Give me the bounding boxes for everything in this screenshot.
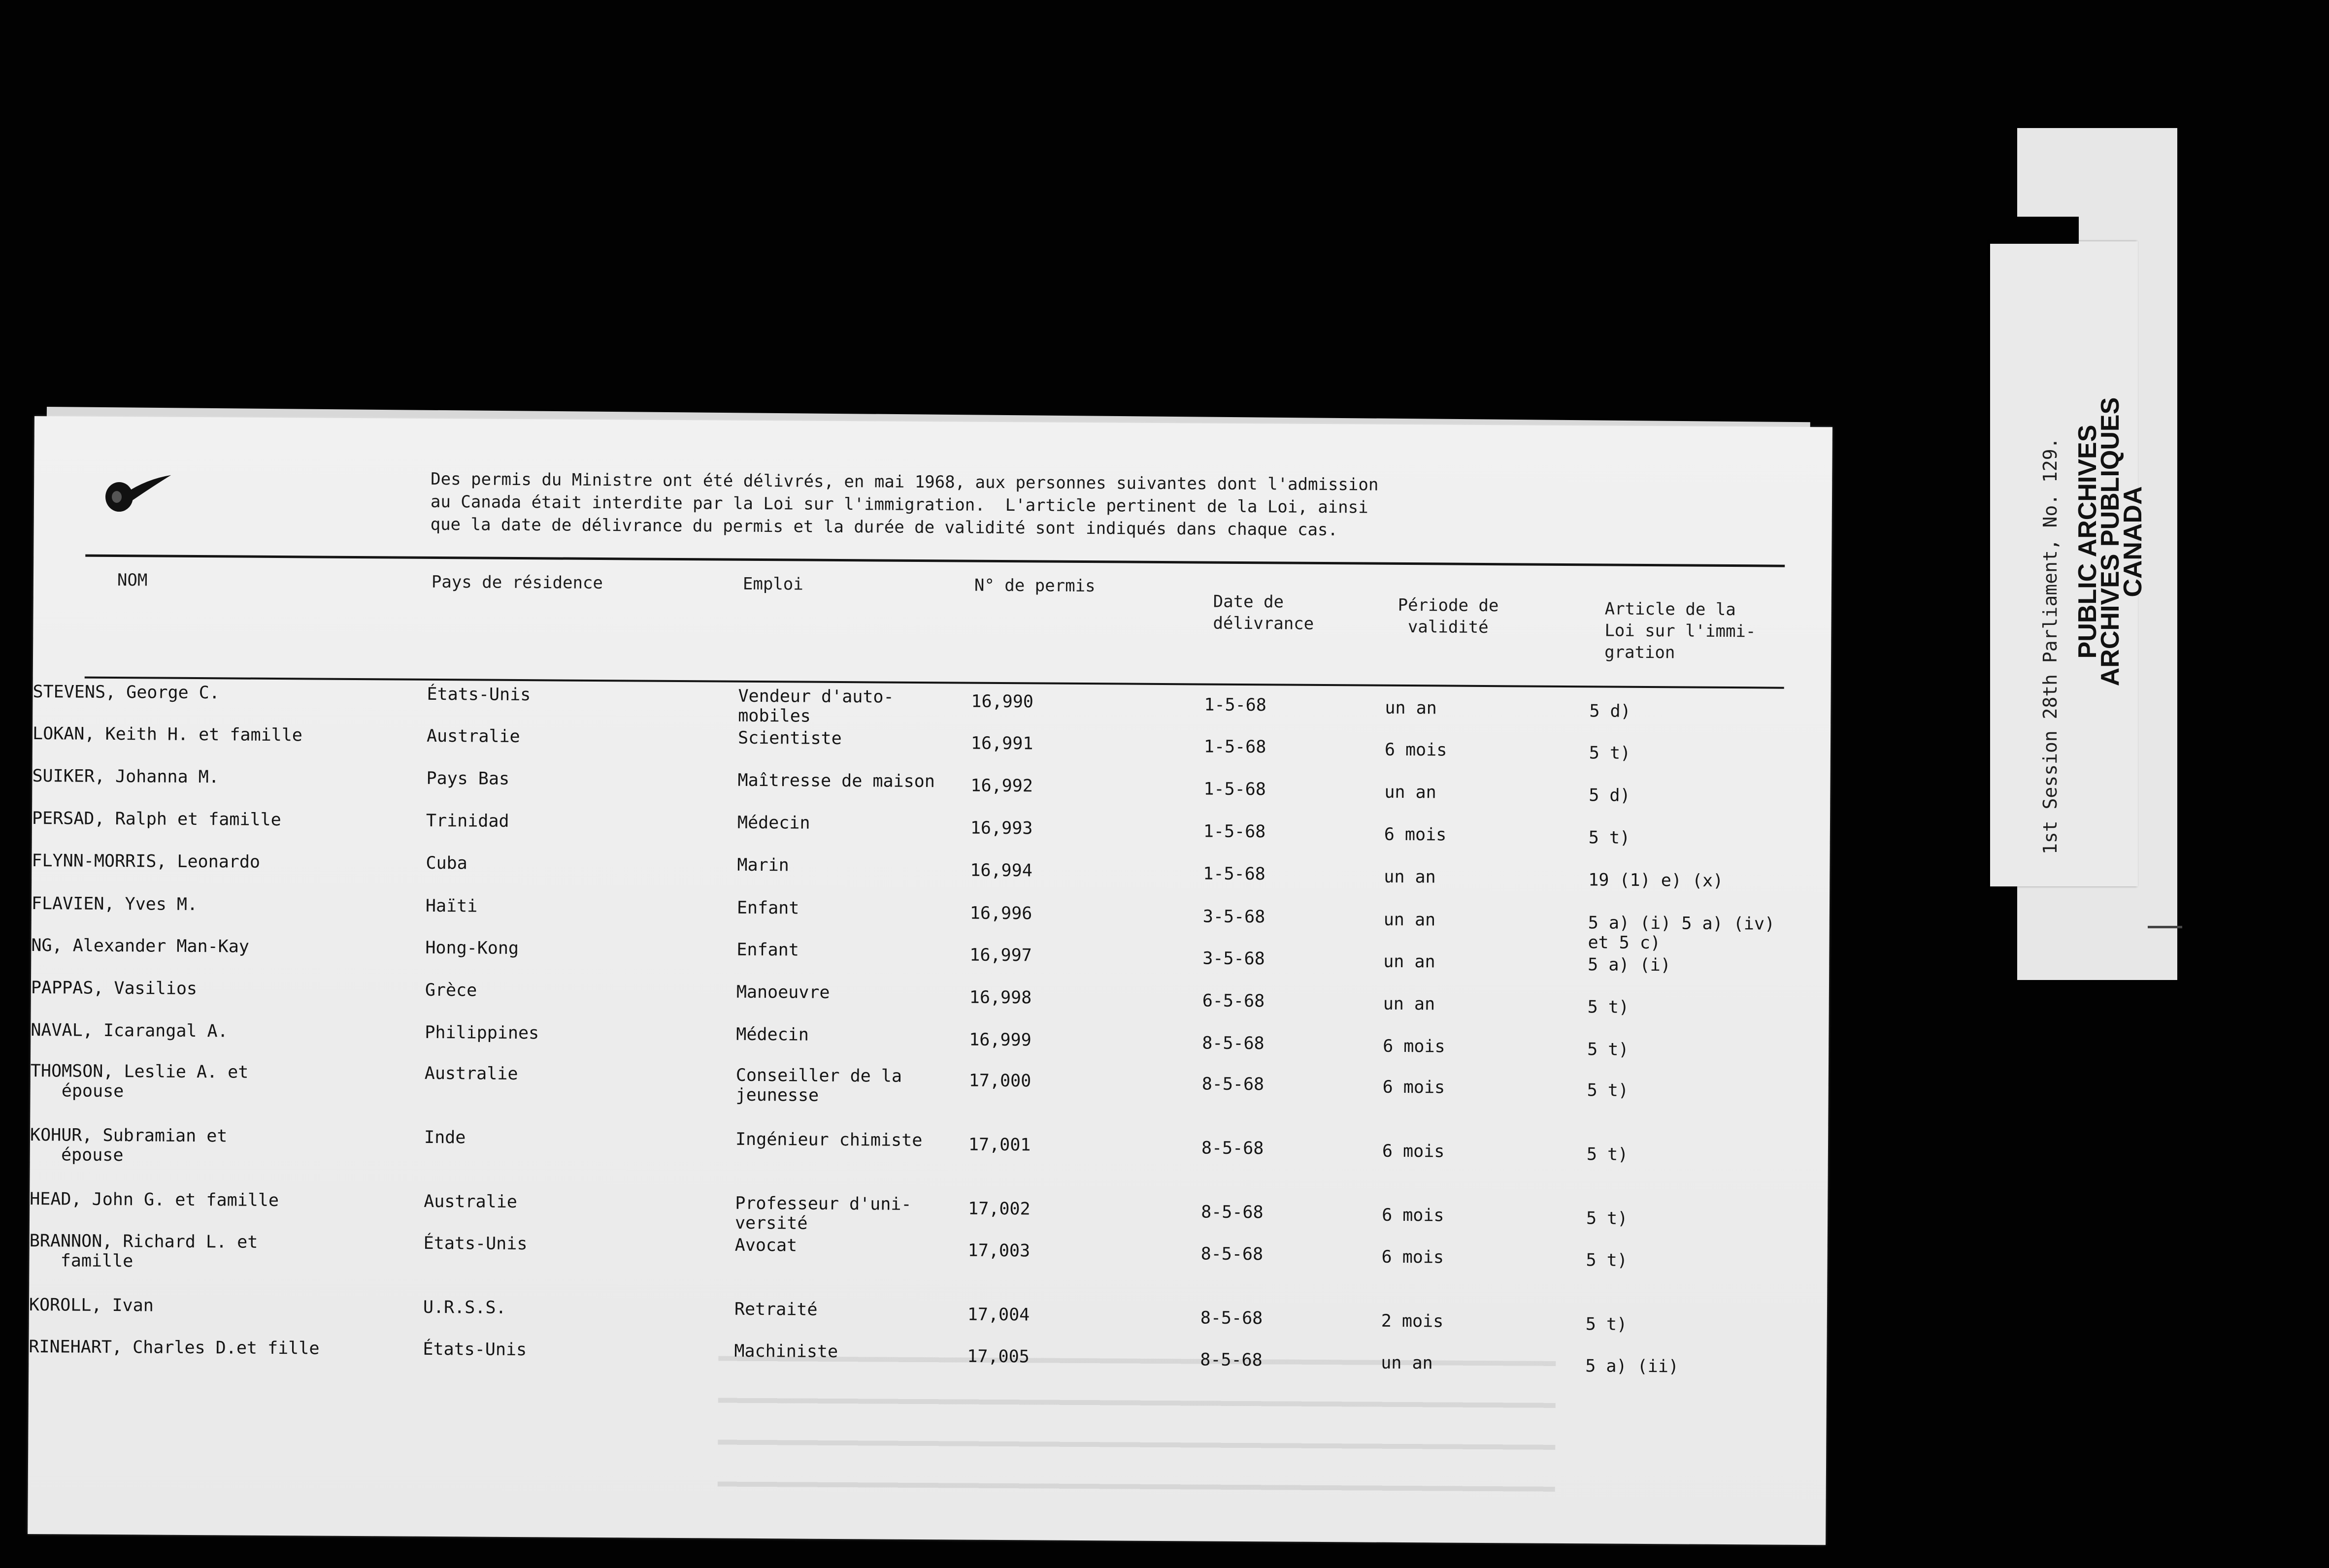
cell-permis: 16,991 xyxy=(970,733,1033,754)
cell-date: 1-5-68 xyxy=(1203,737,1266,757)
cell-emploi: Manoeuvre xyxy=(736,982,830,1003)
cell-emploi: Conseiller de la jeunesse xyxy=(735,1065,902,1106)
card-notch xyxy=(1990,217,2079,244)
header-pays: Pays de résidence xyxy=(431,572,603,593)
cell-article: 5 t) xyxy=(1587,997,1630,1017)
table-row xyxy=(32,809,1830,859)
cell-periode: 6 mois xyxy=(1384,740,1447,760)
cell-date: 8-5-68 xyxy=(1202,1033,1264,1054)
cell-permis: 17,000 xyxy=(968,1071,1031,1091)
table-row xyxy=(33,724,1830,774)
cell-article: 5 t) xyxy=(1589,743,1631,763)
cell-periode: 6 mois xyxy=(1383,1036,1445,1057)
cell-nom: LOKAN, Keith H. et famille xyxy=(32,723,303,746)
intro-line-2: au Canada était interdite par la Loi sur l'immigration. L'article pertinent de la Loi, ainsi xyxy=(430,491,1368,518)
cell-emploi: Machiniste xyxy=(734,1341,838,1362)
cell-pays: Pays Bas xyxy=(426,768,510,789)
cell-article: 5 t) xyxy=(1586,1250,1628,1271)
cell-pays: Haïti xyxy=(425,896,478,916)
cell-periode: 6 mois xyxy=(1382,1205,1444,1226)
table-row xyxy=(31,978,1829,1028)
bleed-through-text xyxy=(718,1356,1556,1509)
cell-periode: un an xyxy=(1383,910,1436,930)
cell-emploi: Médecin xyxy=(736,1024,809,1045)
cell-nom: PERSAD, Ralph et famille xyxy=(32,808,281,830)
cell-periode: 6 mois xyxy=(1382,1077,1445,1098)
cell-article: 5 d) xyxy=(1589,701,1631,721)
cell-emploi: Vendeur d'auto- mobiles xyxy=(738,686,894,726)
cell-date: 8-5-68 xyxy=(1200,1244,1264,1265)
cell-date: 6-5-68 xyxy=(1202,991,1265,1012)
cell-emploi: Ingénieur chimiste xyxy=(735,1129,923,1151)
cell-date: 8-5-68 xyxy=(1200,1350,1263,1371)
archives-stamp xyxy=(2073,379,2147,704)
cell-emploi: Avocat xyxy=(734,1235,798,1256)
cell-article: 5 d) xyxy=(1589,785,1630,806)
intro-line-1: Des permis du Ministre ont été délivrés, en mai 1968, aux personnes suivantes dont l'admission xyxy=(431,469,1379,495)
table-row xyxy=(33,682,1830,732)
cell-article: 5 t) xyxy=(1586,1144,1629,1165)
cell-article: 5 t) xyxy=(1588,828,1630,848)
ink-mark-icon xyxy=(97,470,176,520)
cell-pays: États-Unis xyxy=(423,1339,527,1360)
cell-emploi: Enfant xyxy=(736,940,799,960)
cell-article: 5 t) xyxy=(1586,1209,1628,1229)
cell-article: 5 a) (ii) xyxy=(1585,1356,1679,1377)
cell-date: 1-5-68 xyxy=(1204,695,1267,716)
cell-permis: 16,999 xyxy=(969,1030,1031,1050)
cell-pays: Inde xyxy=(424,1127,466,1148)
cell-pays: Australie xyxy=(424,1191,518,1212)
cell-pays: Grèce xyxy=(425,980,477,1001)
header-emploi: Emploi xyxy=(742,574,803,594)
table-row xyxy=(29,1231,1827,1281)
table-row xyxy=(31,936,1829,986)
cell-nom: HEAD, John G. et famille xyxy=(30,1189,279,1211)
cell-emploi: Scientiste xyxy=(737,728,842,749)
header-permis: N° de permis xyxy=(974,575,1096,596)
cell-pays: États-Unis xyxy=(427,684,531,705)
stamp-line-1: PUBLIC ARCHIVES xyxy=(2073,425,2102,659)
cell-emploi: Médecin xyxy=(737,813,810,833)
cell-date: 1-5-68 xyxy=(1203,779,1266,800)
cell-emploi: Maîtresse de maison xyxy=(737,770,935,792)
cell-date: 1-5-68 xyxy=(1203,821,1266,842)
cell-article: 19 (1) e) (x) xyxy=(1588,870,1724,891)
cell-nom: THOMSON, Leslie A. et épouse xyxy=(30,1061,249,1102)
header-nom: NOM xyxy=(117,570,148,590)
card-scratch-mark xyxy=(2148,926,2182,928)
cell-permis: 17,003 xyxy=(967,1241,1031,1261)
cell-nom: FLYNN-MORRIS, Leonardo xyxy=(32,850,261,872)
header-article: Article de la Loi sur l'immi- gration xyxy=(1604,599,1756,663)
cell-article: 5 t) xyxy=(1585,1314,1628,1335)
cell-permis: 17,002 xyxy=(968,1199,1031,1219)
document-page xyxy=(28,416,1832,1545)
cell-date: 8-5-68 xyxy=(1200,1308,1263,1329)
table-row xyxy=(32,851,1830,901)
cell-nom: BRANNON, Richard L. et famille xyxy=(29,1231,258,1272)
cell-pays: U.R.S.S. xyxy=(423,1297,506,1318)
cell-nom: RINEHART, Charles D.et fille xyxy=(29,1337,320,1359)
cell-nom: NAVAL, Icarangal A. xyxy=(31,1020,228,1042)
stamp-line-2: ARCHIVES PUBLIQUES xyxy=(2096,397,2125,686)
cell-nom: KOROLL, Ivan xyxy=(29,1295,154,1316)
cell-permis: 17,005 xyxy=(967,1346,1030,1367)
cell-emploi: Marin xyxy=(737,855,789,876)
cell-nom: SUIKER, Johanna M. xyxy=(32,766,219,787)
cell-date: 8-5-68 xyxy=(1201,1074,1264,1095)
cell-date: 8-5-68 xyxy=(1201,1138,1264,1159)
cell-permis: 16,992 xyxy=(970,776,1033,796)
cell-periode: 2 mois xyxy=(1381,1311,1444,1332)
cell-emploi: Professeur d'uni- versité xyxy=(734,1193,912,1234)
cell-article: 5 a) (i) 5 a) (iv) et 5 c) xyxy=(1588,913,1775,953)
cell-pays: Australie xyxy=(424,1063,518,1084)
table-row xyxy=(29,1295,1827,1345)
cell-nom: PAPPAS, Vasilios xyxy=(31,978,198,999)
cell-periode: 6 mois xyxy=(1381,1247,1444,1268)
cell-permis: 16,993 xyxy=(970,818,1033,839)
cell-permis: 16,997 xyxy=(969,945,1032,966)
cell-pays: États-Unis xyxy=(423,1233,528,1254)
cell-permis: 16,990 xyxy=(971,691,1034,712)
cell-date: 8-5-68 xyxy=(1201,1202,1264,1223)
cell-periode: un an xyxy=(1383,951,1435,972)
cell-periode: un an xyxy=(1385,698,1437,719)
session-label: 1st Session 28th Parliament, No. 129. xyxy=(2039,437,2061,854)
cell-permis: 17,004 xyxy=(967,1305,1030,1325)
cell-nom: FLAVIEN, Yves M. xyxy=(31,893,198,915)
header-date: Date de délivrance xyxy=(1213,591,1314,634)
cell-date: 1-5-68 xyxy=(1203,864,1265,884)
stamp-line-3: CANADA xyxy=(2119,486,2147,597)
cell-permis: 16,996 xyxy=(969,903,1032,924)
cell-date: 3-5-68 xyxy=(1202,948,1265,969)
cell-article: 5 t) xyxy=(1587,1040,1629,1060)
table-top-rule xyxy=(85,555,1785,567)
cell-pays: Philippines xyxy=(425,1022,539,1044)
cell-permis: 16,998 xyxy=(969,987,1032,1008)
table-row xyxy=(30,1125,1828,1176)
intro-line-3: que la date de délivrance du permis et la durée de validité sont indiqués dans chaque cas. xyxy=(430,514,1338,540)
cell-nom: NG, Alexander Man-Kay xyxy=(31,935,250,957)
table-row xyxy=(30,1189,1828,1240)
cell-emploi: Enfant xyxy=(736,898,799,918)
cell-emploi: Retraité xyxy=(734,1299,818,1320)
cell-pays: Trinidad xyxy=(426,811,509,831)
cell-periode: un an xyxy=(1383,994,1435,1014)
cell-nom: STEVENS, George C. xyxy=(33,682,220,703)
header-periode: Période de validité xyxy=(1397,595,1499,638)
cell-pays: Cuba xyxy=(426,853,467,874)
table-row xyxy=(32,766,1830,817)
cell-pays: Hong-Kong xyxy=(425,938,519,959)
cell-periode: 6 mois xyxy=(1382,1141,1445,1162)
cell-periode: un an xyxy=(1384,867,1436,887)
cell-periode: un an xyxy=(1381,1353,1433,1373)
cell-article: 5 a) (i) xyxy=(1588,955,1671,976)
cell-article: 5 t) xyxy=(1587,1080,1629,1101)
cell-periode: un an xyxy=(1384,782,1436,803)
intro-paragraph xyxy=(431,468,1515,542)
cell-periode: 6 mois xyxy=(1384,824,1447,845)
cell-permis: 17,001 xyxy=(968,1135,1031,1155)
cell-date: 3-5-68 xyxy=(1202,907,1265,927)
cell-permis: 16,994 xyxy=(970,860,1032,881)
cell-pays: Australie xyxy=(426,726,520,747)
cell-nom: KOHUR, Subramian et épouse xyxy=(30,1125,228,1166)
